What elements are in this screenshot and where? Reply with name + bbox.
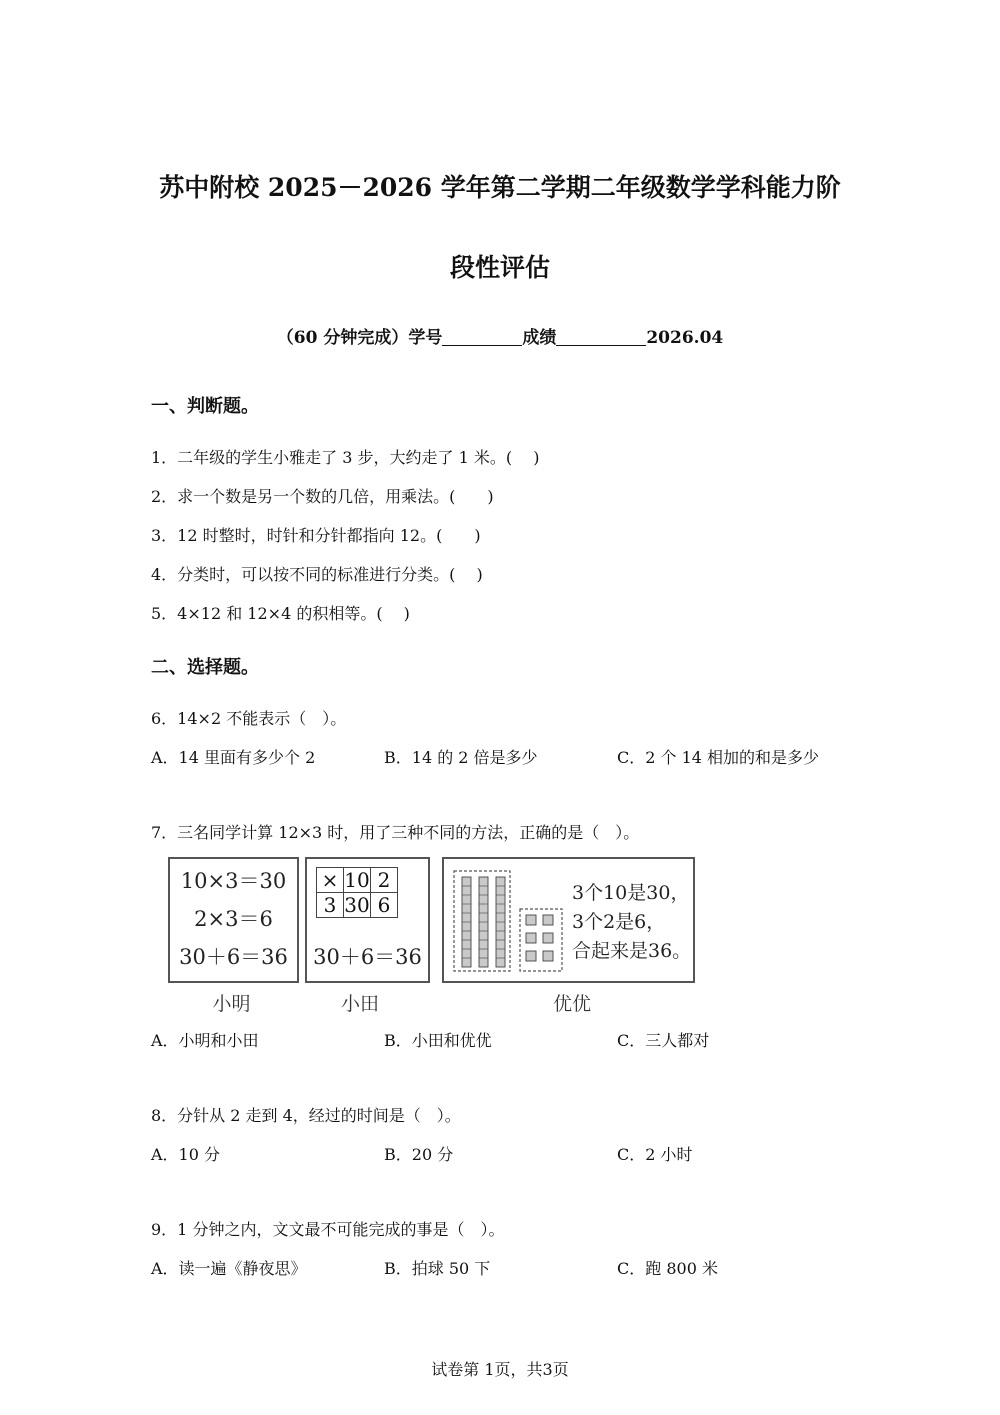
score-blank[interactable] xyxy=(556,327,646,346)
q9-option-c[interactable]: C．跑 800 米 xyxy=(617,1259,718,1278)
xiaotian-method-box xyxy=(305,857,430,983)
xiaoming-line3: 30＋6＝36 xyxy=(179,945,288,969)
question-6: 6．14×2 不能表示（ ）。 xyxy=(151,709,347,728)
question-5: 5．4×12 和 12×4 的积相等。( ) xyxy=(151,604,410,623)
section-heading-multiple-choice: 二、选择题。 xyxy=(151,657,259,678)
xiaoming-method-box xyxy=(168,857,299,983)
question-4: 4．分类时，可以按不同的标准进行分类。( ) xyxy=(151,565,483,584)
grid-cell: 10 xyxy=(344,868,370,892)
q7-option-b[interactable]: B．小田和优优 xyxy=(384,1031,492,1050)
grid-cell: × xyxy=(317,868,344,893)
section-heading-true-false: 一、判断题。 xyxy=(151,396,259,417)
question-1: 1．二年级的学生小雅走了 3 步，大约走了 1 米。( ) xyxy=(151,448,540,467)
xiaoming-line1: 10×3＝30 xyxy=(180,869,287,893)
grid-cell: 2 xyxy=(371,868,398,893)
base-ten-blocks-illustration xyxy=(450,861,570,979)
grid-cell: 6 xyxy=(371,893,398,918)
page-footer: 试卷第 1页，共3页 xyxy=(431,1360,569,1379)
exam-title-line2: 段性评估 xyxy=(449,253,550,282)
q9-option-b[interactable]: B．拍球 50 下 xyxy=(384,1259,491,1278)
label-youyou: 优优 xyxy=(552,993,591,1015)
label-xiaotian: 小田 xyxy=(340,993,379,1015)
question-2: 2．求一个数是另一个数的几倍，用乘法。( ) xyxy=(151,487,494,506)
exam-subtitle xyxy=(0,323,1000,348)
grid-cell: 30 xyxy=(344,893,370,917)
grid-cell: 3 xyxy=(317,893,344,918)
youyou-method-box xyxy=(442,857,695,983)
youyou-line1: 3个10是30， xyxy=(572,882,690,904)
question-3: 3．12 时整时，时针和分针都指向 12。( ) xyxy=(151,526,481,545)
xiaotian-multiplication-grid xyxy=(316,867,398,918)
q7-option-a[interactable]: A．小明和小田 xyxy=(151,1031,259,1050)
subtitle-date: 2026.04 xyxy=(646,328,724,348)
question-8: 8．分针从 2 走到 4，经过的时间是（ ）。 xyxy=(151,1106,461,1125)
xiaoming-line2: 2×3＝6 xyxy=(194,907,273,931)
q8-option-b[interactable]: B．20 分 xyxy=(384,1145,454,1164)
xiaotian-sum: 30＋6＝36 xyxy=(313,945,422,969)
youyou-line2: 3个2是6， xyxy=(572,911,666,933)
question-7: 7．三名同学计算 12×3 时，用了三种不同的方法，正确的是（ ）。 xyxy=(151,823,640,842)
subtitle-prefix: （60 分钟完成）学号 xyxy=(276,328,443,348)
exam-title-line1: 苏中附校 2025－2026 学年第二学期二年级数学学科能力阶 xyxy=(159,173,841,202)
question-9: 9．1 分钟之内，文文最不可能完成的事是（ ）。 xyxy=(151,1220,505,1239)
q6-option-a[interactable]: A．14 里面有多少个 2 xyxy=(151,748,316,767)
youyou-line3: 合起来是36。 xyxy=(572,940,692,962)
q7-option-c[interactable]: C．三人都对 xyxy=(617,1031,710,1050)
label-xiaoming: 小明 xyxy=(212,993,251,1015)
q8-option-c[interactable]: C．2 小时 xyxy=(617,1145,693,1164)
student-id-blank[interactable] xyxy=(442,327,522,346)
q9-option-a[interactable]: A．读一遍《静夜思》 xyxy=(151,1259,307,1278)
q6-option-c[interactable]: C．2 个 14 相加的和是多少 xyxy=(617,748,820,767)
subtitle-score-label: 成绩 xyxy=(522,328,557,348)
q6-option-b[interactable]: B．14 的 2 倍是多少 xyxy=(384,748,538,767)
q8-option-a[interactable]: A．10 分 xyxy=(151,1145,221,1164)
